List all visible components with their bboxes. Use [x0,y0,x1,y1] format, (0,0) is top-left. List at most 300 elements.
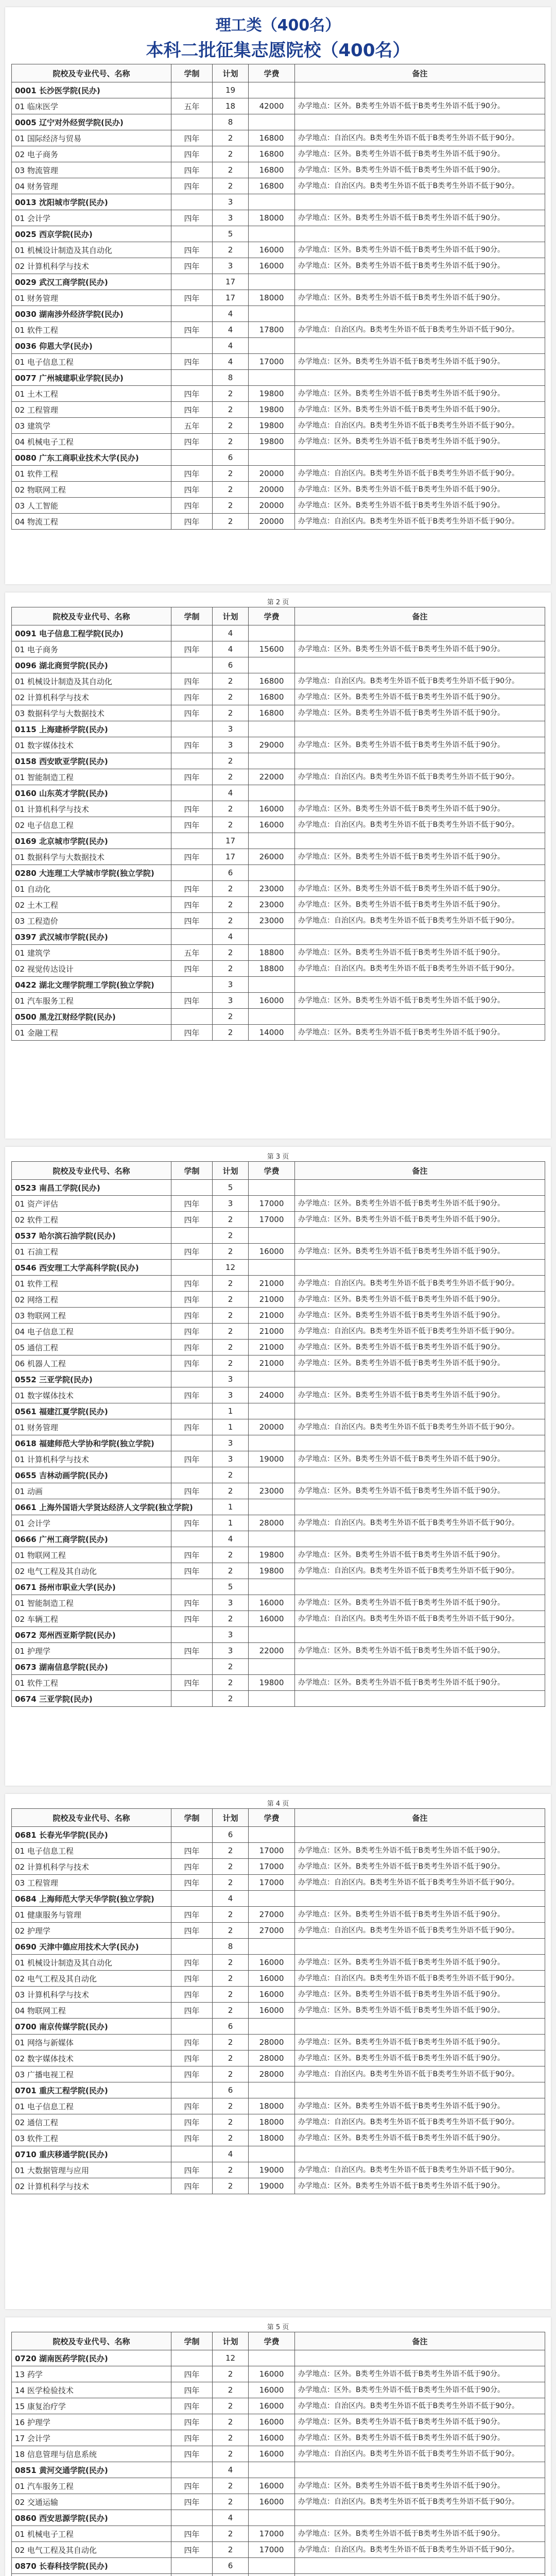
fee-cell: 15600 [249,641,295,657]
fee-cell: 16000 [249,2398,295,2414]
name-cell [12,929,171,945]
major-row [12,2478,545,2494]
name-cell [12,306,171,322]
duration-cell [171,929,213,945]
column-header: 院校及专业代号、名称 [12,2332,171,2350]
code-text: 01 [15,1028,25,1038]
document-page-2 [5,592,551,1139]
note-grades: B类考生外语不低于B类考生外语不低于90分。 [356,1359,505,1367]
duration-cell: 四年 [171,1308,213,1324]
plan-cell: 12 [213,2350,249,2366]
note-location: 办学地点：区外。 [298,645,356,653]
institution-row [12,1627,545,1643]
name-cell [12,2542,171,2558]
note-grades: B类考生外语不低于B类考生外语不低于90分。 [356,948,505,957]
note-grades: B类考生外语不低于B类考生外语不低于90分。 [370,421,519,430]
code-text: 02 [15,820,25,830]
note-location: 办学地点：自治区内。 [298,2402,370,2410]
name-text: 电子信息工程 [27,1846,74,1856]
name-text: 长沙医学院(民办) [39,86,100,95]
code-text: 03 [15,1878,25,1888]
name-text: 广东工商职业技术大学(民办) [39,453,139,463]
name-text: 南昌工学院(民办) [39,1183,100,1193]
major-row [12,178,545,194]
institution-row [12,1827,545,1843]
plan-cell: 2 [213,1547,249,1563]
name-cell [12,897,171,913]
plan-cell: 2 [213,2526,249,2542]
note-grades: B类考生外语不低于B类考生外语不低于90分。 [370,773,519,781]
name-cell [12,2130,171,2146]
fee-cell: 22000 [249,769,295,785]
code-text: 01 [15,2038,25,2047]
note-location: 办学地点：区外。 [298,996,356,1005]
name-cell [12,1276,171,1292]
note-grades: B类考生外语不低于B类考生外语不低于90分。 [356,2418,505,2426]
note-location: 办学地点：区外。 [298,1199,356,1208]
code-text: 01 [15,1454,25,1464]
fee-cell [249,2462,295,2478]
major-row [12,482,545,498]
note-location: 办学地点：区外。 [298,150,356,158]
code-text: 0422 [15,980,37,990]
note-grades: B类考生外语不低于B类考生外语不低于90分。 [370,917,519,925]
code-text: 02 [15,2497,25,2507]
institution-row [12,1467,545,1483]
plan-cell: 3 [213,1451,249,1467]
name-text: 数字媒体技术 [27,2054,74,2063]
plan-cell: 17 [213,274,249,290]
duration-cell: 四年 [171,1675,213,1691]
fee-cell: 19000 [249,2178,295,2194]
note-cell [295,242,545,258]
plan-cell: 6 [213,450,249,466]
fee-cell: 23000 [249,1483,295,1499]
name-cell [12,705,171,721]
duration-cell [171,753,213,769]
code-text: 01 [15,1279,25,1289]
name-cell [12,641,171,657]
major-row [12,2526,545,2542]
institution-row [12,833,545,849]
name-text: 大连理工大学城市学院(独立学院) [39,868,154,878]
note-location: 办学地点：区外。 [298,2370,356,2378]
major-row [12,2382,545,2398]
name-text: 护理学 [27,1646,50,1656]
name-text: 长春光华学院(民办) [39,1830,108,1840]
duration-cell: 四年 [171,162,213,178]
name-text: 长春科技学院(民办) [39,2561,108,2571]
plan-cell: 2 [213,753,249,769]
note-cell [295,1371,545,1387]
note-cell [295,2494,545,2510]
note-location: 办学地点：区外。 [298,246,356,254]
name-cell [12,1355,171,1371]
plan-cell: 3 [213,977,249,993]
note-cell [295,1891,545,1907]
duration-cell [171,1009,213,1025]
code-text: 02 [15,900,25,910]
fee-cell: 19800 [249,402,295,418]
duration-cell [171,226,213,242]
institution-row [12,2082,545,2098]
note-location: 办学地点：区外。 [298,709,356,717]
table-host [5,607,551,1041]
fee-cell: 19800 [249,1547,295,1563]
plan-cell: 2 [213,705,249,721]
fee-cell: 16000 [249,2382,295,2398]
major-row [12,1923,545,1939]
duration-cell: 四年 [171,466,213,482]
plan-cell: 1 [213,1419,249,1435]
note-grades: B类考生外语不低于B类考生外语不低于90分。 [370,182,519,190]
note-grades: B类考生外语不低于B类考生外语不低于90分。 [356,645,505,653]
code-text: 02 [15,1974,25,1984]
institution-row [12,1531,545,1547]
column-header: 计划 [213,1809,249,1827]
code-text: 0001 [15,86,37,95]
fee-cell: 18000 [249,210,295,226]
duration-cell: 四年 [171,2035,213,2050]
code-text: 01 [15,1598,25,1608]
note-location: 办学地点：区外。 [298,885,356,893]
major-row [12,673,545,689]
note-cell [295,705,545,721]
code-text: 01 [15,1846,25,1856]
name-cell [12,162,171,178]
name-cell [12,2019,171,2035]
fee-cell [249,194,295,210]
note-location: 办学地点：自治区内。 [298,2070,370,2078]
duration-cell [171,1403,213,1419]
code-text: 0661 [15,1502,37,1512]
code-text: 01 [15,213,25,223]
plan-cell: 3 [213,210,249,226]
name-cell [12,2050,171,2066]
fee-cell: 20000 [249,498,295,514]
plan-cell: 4 [213,306,249,322]
plan-cell: 3 [213,1627,249,1643]
column-header: 备注 [295,2332,545,2350]
duration-cell [171,2146,213,2162]
note-cell [295,897,545,913]
plan-cell: 4 [213,641,249,657]
duration-cell: 四年 [171,2050,213,2066]
code-text: 01 [15,740,25,750]
name-cell [12,753,171,769]
note-cell [295,274,545,290]
name-text: 会计学 [27,1518,50,1528]
note-grades: B类考生外语不低于B类考生外语不低于90分。 [356,901,505,909]
note-grades: B类考生外语不低于B类考生外语不低于90分。 [356,1455,505,1463]
note-location: 办学地点：自治区内。 [298,182,370,190]
name-text: 重庆移通学院(民办) [39,2149,108,2159]
duration-cell [171,2082,213,2098]
note-cell [295,2050,545,2066]
major-row [12,1308,545,1324]
column-header: 学费 [249,1162,295,1180]
fee-cell: 16000 [249,1595,295,1611]
fee-cell: 16000 [249,2446,295,2462]
name-cell [12,801,171,817]
fee-cell: 18800 [249,945,295,961]
name-cell [12,2462,171,2478]
name-cell [12,1340,171,1355]
name-cell [12,1875,171,1891]
fee-cell: 18000 [249,2130,295,2146]
plan-cell: 3 [213,194,249,210]
note-grades: B类考生外语不低于B类考生外语不低于90分。 [356,2482,505,2490]
note-location: 办学地点：区外。 [298,294,356,302]
fee-cell: 16000 [249,2003,295,2019]
code-text: 15 [15,2401,25,2411]
duration-cell [171,194,213,210]
column-header: 计划 [213,64,249,82]
note-cell [295,418,545,434]
name-text: 广州工商学院(民办) [39,1534,108,1544]
plan-cell: 6 [213,657,249,673]
note-cell [295,1244,545,1260]
name-cell [12,1843,171,1859]
duration-cell [171,1627,213,1643]
plan-cell: 2 [213,1276,249,1292]
note-cell [295,1180,545,1196]
table-host [5,1808,551,2194]
note-cell [295,1643,545,1659]
name-cell [12,1387,171,1403]
major-row [12,897,545,913]
note-cell [295,1843,545,1859]
institution-row [12,2146,545,2162]
note-location: 办学地点：区外。 [298,1862,356,1871]
name-text: 汽车服务工程 [27,996,74,1006]
name-cell [12,178,171,194]
note-grades: B类考生外语不低于B类考生外语不低于90分。 [356,996,505,1005]
code-text: 01 [15,2481,25,2491]
note-grades: B类考生外语不低于B类考生外语不低于90分。 [356,405,505,414]
note-location: 办学地点：区外。 [298,358,356,366]
name-text: 辽宁对外经贸学院(民办) [39,117,124,127]
duration-cell [171,1827,213,1843]
column-header: 学费 [249,2332,295,2350]
plan-cell: 2 [213,2430,249,2446]
note-location: 办学地点：区外。 [298,901,356,909]
code-text: 0618 [15,1438,37,1448]
institution-row [12,1009,545,1025]
major-row [12,1955,545,1971]
fee-cell [249,1627,295,1643]
fee-cell [249,1659,295,1675]
fee-cell [249,1403,295,1419]
plan-cell: 2 [213,1611,249,1627]
duration-cell: 五年 [171,98,213,114]
plan-cell: 3 [213,721,249,737]
note-location: 办学地点：区外。 [298,2530,356,2538]
code-text: 01 [15,1550,25,1560]
note-cell [295,482,545,498]
note-cell [295,354,545,370]
name-text: 上海外国语大学贤达经济人文学院(独立学院) [39,1502,193,1512]
note-location: 办学地点：区外。 [298,2038,356,2046]
plan-cell: 8 [213,114,249,130]
header-row [12,64,545,82]
plan-cell: 2 [213,418,249,434]
name-text: 交通运输 [27,2497,58,2507]
major-row [12,1611,545,1627]
note-location: 办学地点：区外。 [298,948,356,957]
name-text: 黄河交通学院(民办) [39,2465,108,2475]
admission-table [11,607,545,1041]
plan-cell: 5 [213,226,249,242]
code-text: 0700 [15,2022,37,2031]
name-cell [12,1212,171,1228]
plan-cell: 2 [213,1340,249,1355]
code-text: 01 [15,1391,25,1400]
name-cell [12,1675,171,1691]
duration-cell [171,2350,213,2366]
plan-cell: 4 [213,338,249,354]
note-grades: B类考生外语不低于B类考生外语不低于90分。 [356,853,505,861]
institution-row [12,977,545,993]
duration-cell [171,274,213,290]
plan-cell: 3 [213,1435,249,1451]
name-text: 计算机科学与技术 [27,2181,89,2191]
code-text: 0681 [15,1830,37,1840]
plan-cell: 1 [213,1499,249,1515]
header-row [12,1162,545,1180]
name-cell [12,2478,171,2494]
name-text: 会计学 [27,213,50,223]
duration-cell: 四年 [171,1340,213,1355]
duration-cell [171,114,213,130]
note-location: 办学地点：区外。 [298,2102,356,2110]
fee-cell: 21000 [249,1324,295,1340]
name-cell [12,386,171,402]
plan-cell: 2 [213,2130,249,2146]
duration-cell: 五年 [171,945,213,961]
major-row [12,689,545,705]
name-text: 三亚学院(民办) [39,1694,93,1704]
duration-cell: 四年 [171,1292,213,1308]
duration-cell: 四年 [171,2542,213,2558]
duration-cell [171,2462,213,2478]
fee-cell: 20000 [249,514,295,530]
fee-cell [249,306,295,322]
note-cell [295,929,545,945]
fee-cell [249,2082,295,2098]
name-text: 动画 [27,1486,43,1496]
admission-table [11,1161,545,1707]
code-text: 01 [15,1958,25,1968]
duration-cell: 四年 [171,386,213,402]
duration-cell: 四年 [171,673,213,689]
duration-cell: 四年 [171,1907,213,1923]
duration-cell [171,306,213,322]
header-row [12,2332,545,2350]
note-grades: B类考生外语不低于B类考生外语不低于90分。 [370,2118,519,2126]
plan-cell: 2 [213,1009,249,1025]
major-row [12,1276,545,1292]
plan-cell: 2 [213,178,249,194]
name-text: 福建江夏学院(民办) [39,1406,108,1416]
name-text: 金融工程 [27,1028,58,1038]
major-row [12,1875,545,1891]
duration-cell [171,1691,213,1707]
name-cell [12,514,171,530]
fee-cell: 19800 [249,434,295,450]
note-location: 办学地点：自治区内。 [298,1279,370,1287]
major-row [12,913,545,929]
plan-cell: 2 [213,1467,249,1483]
name-cell [12,1691,171,1707]
major-row [12,2003,545,2019]
note-location: 办学地点：区外。 [298,1311,356,1319]
note-grades: B类考生外语不低于B类考生外语不低于90分。 [356,214,505,222]
name-cell [12,945,171,961]
fee-cell [249,226,295,242]
note-cell [295,1009,545,1025]
code-text: 0077 [15,373,37,383]
plan-cell: 2 [213,2494,249,2510]
code-text: 0673 [15,1662,37,1672]
note-location: 办学地点：区外。 [298,1679,356,1687]
name-cell [12,1563,171,1579]
fee-cell [249,625,295,641]
fee-cell [249,1180,295,1196]
note-cell [295,322,545,338]
duration-cell: 四年 [171,2430,213,2446]
note-cell [295,737,545,753]
fee-cell: 21000 [249,1292,295,1308]
name-cell [12,1403,171,1419]
note-cell [295,2382,545,2398]
name-cell [12,1009,171,1025]
note-location: 办学地点：自治区内。 [298,421,370,430]
plan-cell: 2 [213,1859,249,1875]
major-row [12,993,545,1009]
note-cell [295,194,545,210]
note-cell [295,386,545,402]
name-cell [12,1923,171,1939]
fee-cell: 16000 [249,242,295,258]
page-header: 第 2 页 [267,599,289,606]
table-host [5,1161,551,1707]
major-row [12,242,545,258]
institution-row [12,370,545,386]
code-text: 01 [15,1422,25,1432]
fee-cell [249,1891,295,1907]
institution-row [12,2350,545,2366]
fee-cell [249,82,295,98]
duration-cell: 四年 [171,1611,213,1627]
code-text: 01 [15,245,25,255]
duration-cell [171,370,213,386]
note-grades: B类考生外语不低于B类考生外语不低于90分。 [356,2006,505,2014]
fee-cell: 20000 [249,482,295,498]
name-text: 山东英才学院(民办) [39,788,108,798]
code-text: 17 [15,2433,25,2443]
note-location: 办学地点：区外。 [298,166,356,174]
major-row [12,98,545,114]
name-cell [12,1659,171,1675]
code-text: 04 [15,437,25,447]
plan-cell: 12 [213,1260,249,1276]
duration-cell: 四年 [171,2446,213,2462]
institution-row [12,1180,545,1196]
fee-cell: 16000 [249,2478,295,2494]
code-text: 01 [15,357,25,367]
institution-row [12,1659,545,1675]
